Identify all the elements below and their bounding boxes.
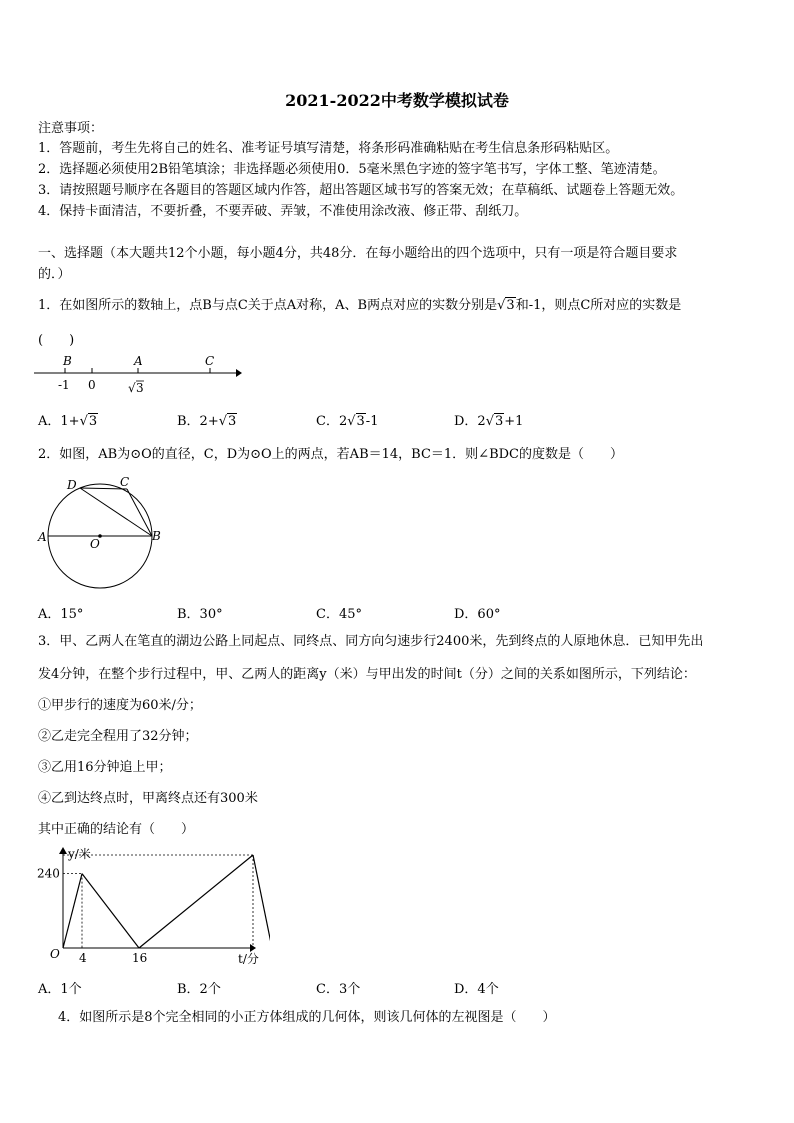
q3-statement: ④乙到达终点时，甲离终点还有300米 (38, 791, 258, 806)
notice-heading: 注意事项： (38, 121, 104, 136)
tick-label-sqrt3-radicand: 3 (136, 381, 144, 395)
q3-statement: ①甲步行的速度为60米/分； (38, 698, 202, 713)
q2-option-a[interactable]: A．15° (38, 607, 84, 622)
q3-question: 其中正确的结论有（ ） (38, 822, 195, 837)
section-heading: 一、选择题（本大题共12个小题，每小题4分，共48分．在每小题给出的四个选项中，只有一项是符合题目要求 (38, 246, 678, 261)
q3-statement: ③乙用16分钟追上甲； (38, 760, 172, 775)
x-axis-label: t/分 (238, 952, 259, 966)
q3-option-c[interactable]: C．3个 (316, 982, 361, 997)
point-label-b: B (152, 529, 161, 543)
point-label-d: D (67, 478, 77, 492)
q2-text: 2．如图，AB为⊙O的直径，C，D为⊙O上的两点，若AB＝14，BC＝1．则∠BDC的度数是（ ） (38, 447, 623, 462)
tick-label-minus-one: -1 (58, 378, 70, 392)
notice-item: 3．请按照题号顺序在各题目的答题区域内作答，超出答题区域书写的答案无效；在草稿纸、试题卷上答题无效。 (38, 183, 684, 198)
y-tick-label: 240 (37, 866, 60, 881)
q3-option-d[interactable]: D．4个 (454, 982, 499, 997)
origin-label: O (50, 947, 60, 961)
section-heading-cont: 的．） (38, 267, 71, 282)
point-label-a: A (134, 354, 143, 368)
y-axis-label: y/米 (68, 847, 91, 861)
series-segment (82, 874, 139, 948)
q2-option-b[interactable]: B．30° (177, 607, 223, 622)
series-segment (139, 855, 253, 948)
tick-label-zero: 0 (88, 378, 96, 392)
q1-text: 1．在如图所示的数轴上，点B与点C关于点A对称，A、B两点对应的实数分别是√3和-1，则点C所对应的实数是 (38, 298, 682, 313)
series-segment (253, 855, 270, 948)
q1-option-d[interactable]: D．2√3+1 (454, 414, 524, 429)
x-tick-label: 4 (79, 951, 87, 965)
point-label-b: B (63, 354, 72, 368)
q1-answer-paren: ( ) (38, 333, 75, 348)
q2-circle-figure (30, 470, 170, 595)
notice-item: 2．选择题必须使用2B铅笔填涂；非选择题必须使用0．5毫米黑色字迹的签字笔书写，字体工整、笔迹清楚。 (38, 162, 666, 177)
q2-option-c[interactable]: C．45° (316, 607, 362, 622)
q3-text-line2: 发4分钟，在整个步行过程中，甲、乙两人的距离y（米）与甲出发的时间t（分）之间的关系如图所示，下列结论： (38, 667, 696, 682)
q3-option-b[interactable]: B．2个 (177, 982, 221, 997)
q3-distance-time-chart (30, 842, 270, 970)
point-label-a: A (38, 530, 47, 544)
tick-label-sqrt3-sign: √ (128, 381, 136, 395)
q1-option-c[interactable]: C．2√3-1 (316, 414, 379, 429)
q1-option-a[interactable]: A．1+√3 (38, 414, 98, 429)
point-label-c: C (120, 475, 130, 489)
q1-number-line-figure (30, 352, 250, 398)
q4-text: 4．如图所示是8个完全相同的小正方体组成的几何体，则该几何体的左视图是（ ） (58, 1010, 556, 1025)
point-label-c: C (205, 354, 215, 368)
q3-option-a[interactable]: A．1个 (38, 982, 82, 997)
q2-option-d[interactable]: D．60° (454, 607, 501, 622)
series-segment (63, 874, 82, 948)
point-label-o: O (90, 537, 100, 551)
q3-text-line1: 3．甲、乙两人在笔直的湖边公路上同起点、同终点、同方向匀速步行2400米，先到终点的人原地休息．已知甲先出 (38, 634, 704, 649)
q3-statement: ②乙走完全程用了32分钟； (38, 729, 198, 744)
q1-option-b[interactable]: B．2+√3 (177, 414, 237, 429)
notice-item: 1．答题前，考生先将自己的姓名、准考证号填写清楚，将条形码准确粘贴在考生信息条形码粘贴区。 (38, 141, 619, 156)
page-title: 2021-2022中考数学模拟试卷 (285, 91, 509, 110)
x-tick-label: 16 (132, 951, 148, 965)
notice-item: 4．保持卡面清洁，不要折叠，不要弄破、弄皱，不准使用涂改液、修正带、刮纸刀。 (38, 204, 528, 219)
